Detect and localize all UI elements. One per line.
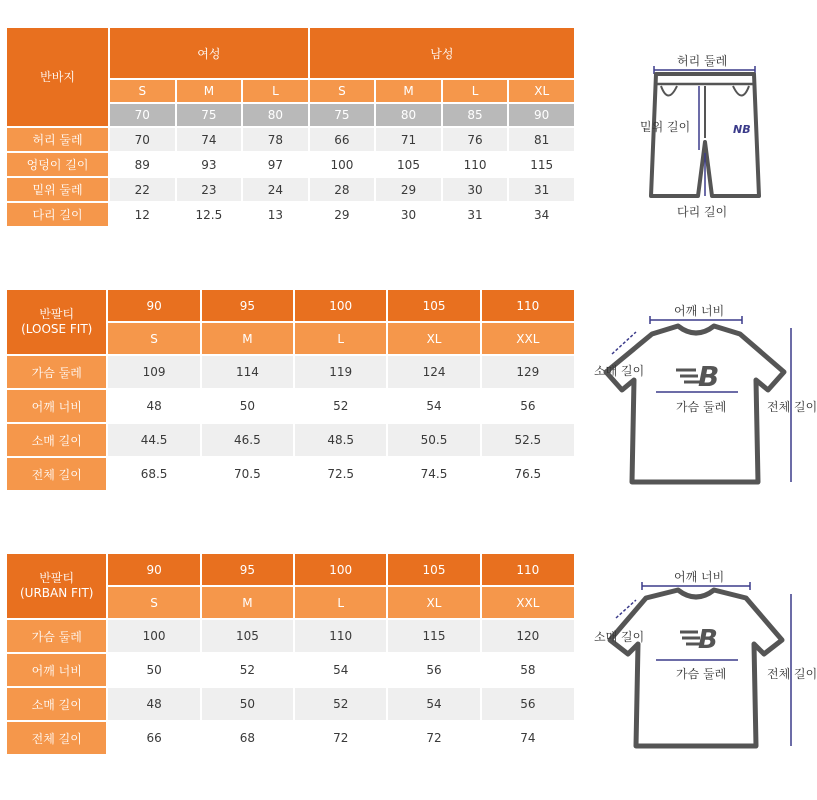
rise-label: 밑위 길이 [640, 120, 691, 134]
size-header: M [202, 323, 293, 354]
table-cell: 76.5 [482, 458, 574, 490]
size-header: L [243, 80, 307, 102]
table-row [7, 390, 574, 422]
table-cell: 34 [509, 203, 574, 226]
waist-label: 허리 둘레 [677, 54, 728, 68]
waist-code: 85 [443, 104, 508, 126]
table-cell: 66 [108, 722, 199, 754]
row-label: 가슴 둘레 [7, 620, 106, 652]
table-cell: 68.5 [108, 458, 199, 490]
tee-urban-size-table [5, 552, 576, 756]
shorts-size-table [5, 26, 576, 228]
size-header: M [177, 80, 242, 102]
table-cell: 115 [388, 620, 479, 652]
size-number: 105 [388, 290, 479, 321]
table-cell: 105 [376, 153, 441, 176]
size-number: 95 [202, 554, 293, 585]
size-header: S [310, 80, 375, 102]
svg-text:B: B [698, 360, 720, 393]
table-cell: 100 [108, 620, 199, 652]
size-header: XL [509, 80, 574, 102]
row-label: 어깨 너비 [7, 390, 106, 422]
table-cell: 58 [482, 654, 574, 686]
size-header: S [110, 80, 174, 102]
waist-code: 75 [177, 104, 242, 126]
tee-loose-size-table [5, 288, 576, 492]
table-cell: 70 [110, 128, 174, 151]
size-number: 110 [482, 290, 574, 321]
table-cell: 46.5 [202, 424, 293, 456]
table-cell: 56 [388, 654, 479, 686]
total-length-label: 전체 길이 [767, 400, 817, 414]
table-cell: 74 [177, 128, 242, 151]
table-cell: 66 [310, 128, 375, 151]
size-header: S [108, 323, 199, 354]
table-cell: 56 [482, 688, 574, 720]
table-row [7, 128, 574, 151]
table-cell: 12.5 [177, 203, 242, 226]
table-cell: 114 [202, 356, 293, 388]
waist-code: 80 [243, 104, 307, 126]
tee-loose-title-line1: 반팔티 [39, 307, 75, 321]
waist-code: 90 [509, 104, 574, 126]
table-cell: 30 [376, 203, 441, 226]
table-cell: 48 [108, 390, 199, 422]
table-cell: 109 [108, 356, 199, 388]
table-cell: 129 [482, 356, 574, 388]
table-cell: 110 [295, 620, 386, 652]
tee-loose-title [7, 290, 106, 354]
size-header: M [376, 80, 441, 102]
size-header: L [443, 80, 508, 102]
table-cell: 12 [110, 203, 174, 226]
table-cell: 50.5 [388, 424, 479, 456]
tee-urban-title-line2: (URBAN FIT) [19, 586, 94, 600]
table-cell: 124 [388, 356, 479, 388]
svg-text:NB: NB [733, 123, 751, 136]
group-men: 남성 [310, 28, 574, 78]
row-label: 허리 둘레 [7, 128, 108, 151]
table-cell: 22 [110, 178, 174, 201]
table-row [7, 654, 574, 686]
shorts-diagram [630, 50, 770, 230]
table-cell: 52 [202, 654, 293, 686]
tee-loose-diagram [592, 300, 817, 500]
table-cell: 105 [202, 620, 293, 652]
table-cell: 50 [202, 390, 293, 422]
shorts-title: 반바지 [7, 28, 108, 126]
table-cell: 54 [295, 654, 386, 686]
chest-label: 가슴 둘레 [676, 400, 727, 414]
waist-code: 80 [376, 104, 441, 126]
size-number: 100 [295, 290, 386, 321]
leg-length-label: 다리 길이 [677, 205, 728, 219]
table-cell: 68 [202, 722, 293, 754]
table-cell: 30 [443, 178, 508, 201]
table-cell: 13 [243, 203, 307, 226]
table-cell: 52 [295, 688, 386, 720]
row-label: 엉덩이 길이 [7, 153, 108, 176]
table-cell: 24 [243, 178, 307, 201]
table-cell: 28 [310, 178, 375, 201]
table-cell: 120 [482, 620, 574, 652]
tee-loose-title-line2: (LOOSE FIT) [21, 322, 93, 336]
table-cell: 48.5 [295, 424, 386, 456]
table-cell: 100 [310, 153, 375, 176]
table-cell: 97 [243, 153, 307, 176]
sleeve-label: 소매 길이 [594, 364, 645, 378]
table-row [7, 458, 574, 490]
table-cell: 29 [310, 203, 375, 226]
sleeve-label: 소매 길이 [594, 630, 645, 644]
table-cell: 52 [295, 390, 386, 422]
table-cell: 50 [202, 688, 293, 720]
size-number: 95 [202, 290, 293, 321]
table-cell: 93 [177, 153, 242, 176]
size-number: 110 [482, 554, 574, 585]
table-row [7, 356, 574, 388]
row-label: 어깨 너비 [7, 654, 106, 686]
table-cell: 56 [482, 390, 574, 422]
size-header: M [202, 587, 293, 618]
size-header: L [295, 323, 386, 354]
size-header: XL [388, 323, 479, 354]
table-cell: 54 [388, 688, 479, 720]
size-number: 100 [295, 554, 386, 585]
waist-code: 75 [310, 104, 375, 126]
group-women: 여성 [110, 28, 308, 78]
chest-label: 가슴 둘레 [676, 667, 727, 681]
table-cell: 89 [110, 153, 174, 176]
table-cell: 76 [443, 128, 508, 151]
table-row [7, 722, 574, 754]
size-header: XL [388, 587, 479, 618]
table-cell: 81 [509, 128, 574, 151]
size-header: S [108, 587, 199, 618]
tee-urban-diagram [592, 566, 817, 766]
table-cell: 115 [509, 153, 574, 176]
row-label: 전체 길이 [7, 722, 106, 754]
table-cell: 72.5 [295, 458, 386, 490]
row-label: 가슴 둘레 [7, 356, 106, 388]
table-cell: 70.5 [202, 458, 293, 490]
table-cell: 74.5 [388, 458, 479, 490]
size-header: XXL [482, 587, 574, 618]
size-number: 90 [108, 554, 199, 585]
waist-code: 70 [110, 104, 174, 126]
table-cell: 29 [376, 178, 441, 201]
table-row [7, 688, 574, 720]
table-cell: 44.5 [108, 424, 199, 456]
shoulder-label: 어깨 너비 [674, 304, 725, 318]
row-label: 소매 길이 [7, 688, 106, 720]
row-label: 전체 길이 [7, 458, 106, 490]
tee-urban-title-line1: 반팔티 [39, 571, 75, 585]
table-cell: 31 [509, 178, 574, 201]
table-cell: 23 [177, 178, 242, 201]
table-cell: 48 [108, 688, 199, 720]
tee-urban-title [7, 554, 106, 618]
table-cell: 31 [443, 203, 508, 226]
table-cell: 78 [243, 128, 307, 151]
shoulder-label: 어깨 너비 [674, 570, 725, 584]
table-cell: 52.5 [482, 424, 574, 456]
table-cell: 54 [388, 390, 479, 422]
size-header: L [295, 587, 386, 618]
table-row [7, 178, 574, 201]
table-cell: 72 [388, 722, 479, 754]
row-label: 밑위 둘레 [7, 178, 108, 201]
svg-text:B: B [698, 625, 718, 655]
table-row [7, 153, 574, 176]
table-row [7, 620, 574, 652]
row-label: 소매 길이 [7, 424, 106, 456]
table-cell: 50 [108, 654, 199, 686]
table-cell: 74 [482, 722, 574, 754]
row-label: 다리 길이 [7, 203, 108, 226]
size-number: 90 [108, 290, 199, 321]
table-row [7, 424, 574, 456]
table-row [7, 203, 574, 226]
size-number: 105 [388, 554, 479, 585]
table-cell: 110 [443, 153, 508, 176]
table-cell: 71 [376, 128, 441, 151]
size-header: XXL [482, 323, 574, 354]
total-length-label: 전체 길이 [767, 667, 817, 681]
table-cell: 119 [295, 356, 386, 388]
table-cell: 72 [295, 722, 386, 754]
